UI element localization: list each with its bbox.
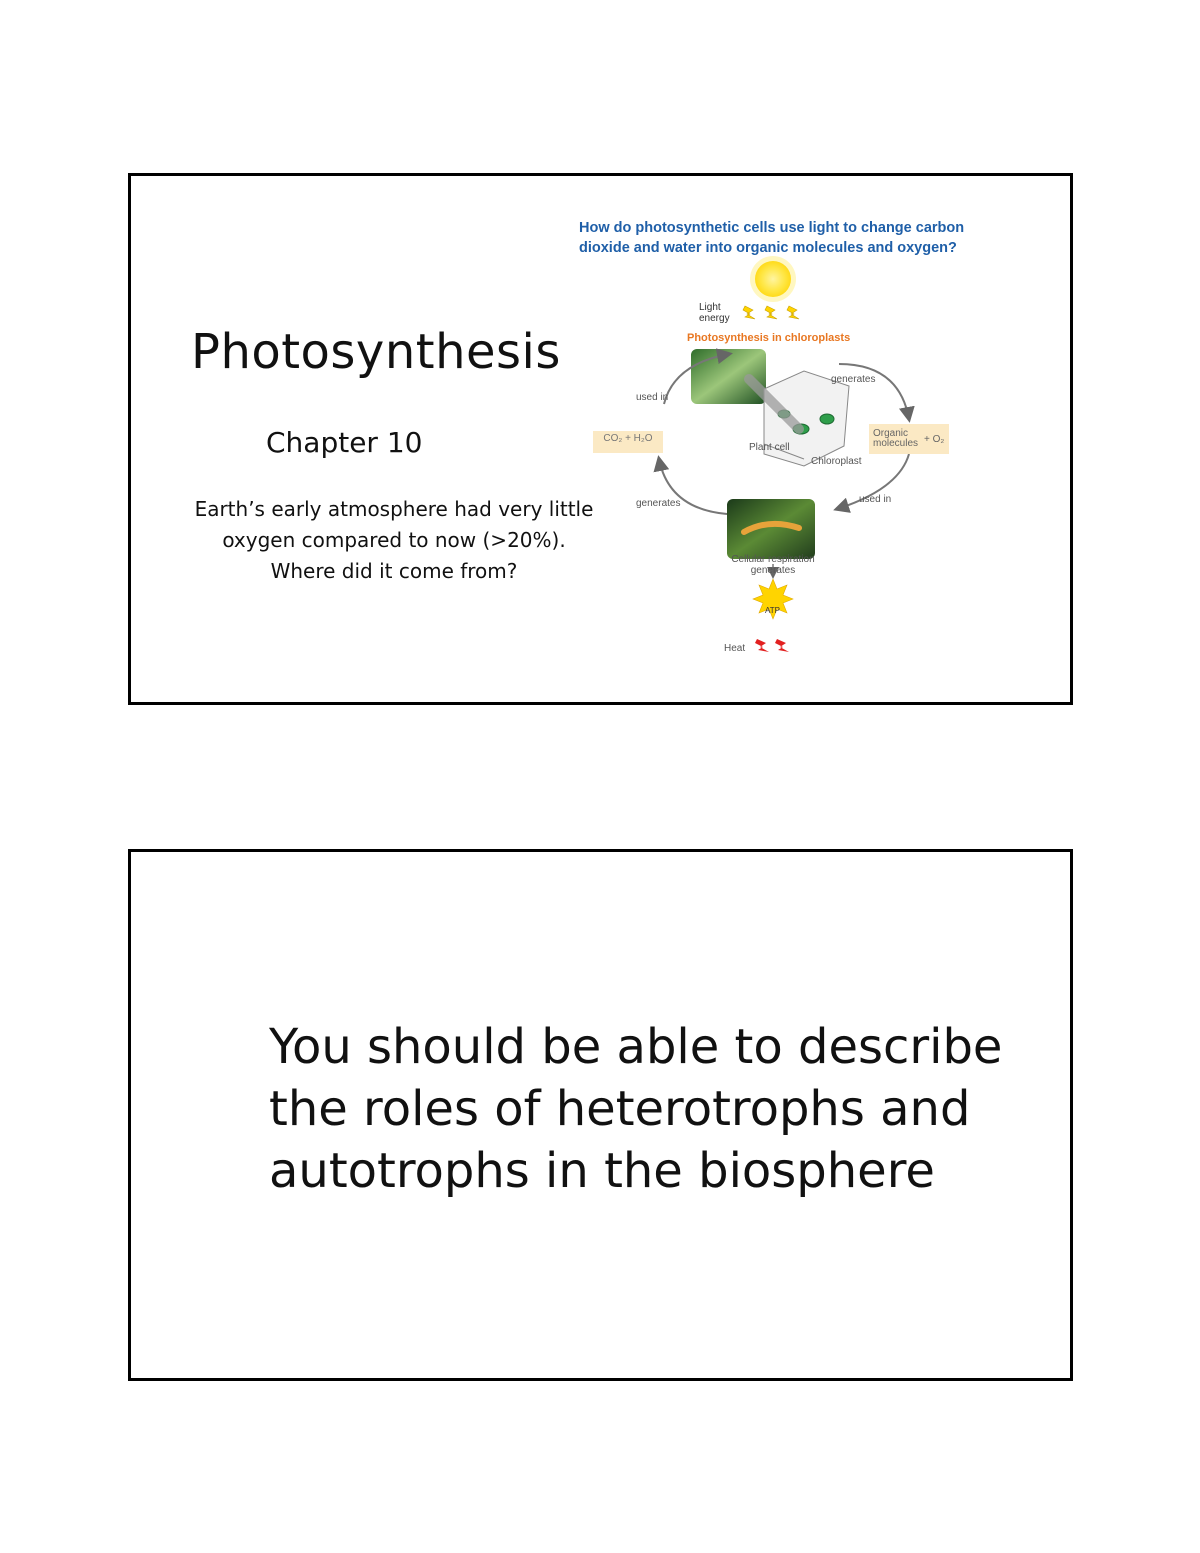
arrow-label-generates: generates	[831, 374, 876, 385]
chloroplast-label: Chloroplast	[811, 456, 862, 467]
reactants-box: CO₂ + H₂O	[593, 431, 663, 453]
body-line: Earth’s early atmosphere had very little	[194, 497, 594, 521]
objective-line: the roles of heterotrophs and	[269, 1081, 971, 1137]
products-box: Organic molecules + O₂	[869, 424, 949, 454]
chapter-label: Chapter 10	[266, 426, 423, 459]
light-bolt-icon	[743, 306, 799, 319]
slide-title: Photosynthesis	[191, 324, 561, 380]
slide-body	[169, 494, 619, 587]
slide-1	[128, 173, 1073, 705]
sun-icon	[750, 256, 796, 302]
photosynthesis-label: Photosynthesis in chloroplasts	[687, 332, 851, 344]
slide-2	[128, 849, 1073, 1381]
heat-icon	[755, 639, 789, 652]
atp-label: ATP	[765, 606, 780, 615]
arrow-label-used-in: used in	[859, 494, 892, 505]
leaf-photo	[691, 349, 766, 404]
light-energy-label: Light energy	[699, 302, 730, 324]
body-line: Where did it come from?	[270, 559, 518, 583]
objective-text	[269, 1016, 1002, 1202]
body-line: oxygen compared to now (>20%).	[222, 528, 566, 552]
respiration-label: Cellular respiration generates	[731, 554, 815, 576]
objective-line: autotrophs in the biosphere	[269, 1143, 935, 1199]
figure-question-line: dioxide and water into organic molecules and oxygen?	[579, 240, 957, 256]
arrow-label-used-in: used in	[636, 392, 669, 403]
cycle-arrow	[839, 364, 909, 419]
objective-line: You should be able to describe	[269, 1019, 1003, 1075]
plant-cell-label: Plant cell	[749, 442, 790, 453]
figure-question-line: How do photosynthetic cells use light to change carbon	[579, 220, 965, 236]
heat-label: Heat	[724, 643, 746, 654]
arrow-label-generates: generates	[636, 498, 681, 509]
